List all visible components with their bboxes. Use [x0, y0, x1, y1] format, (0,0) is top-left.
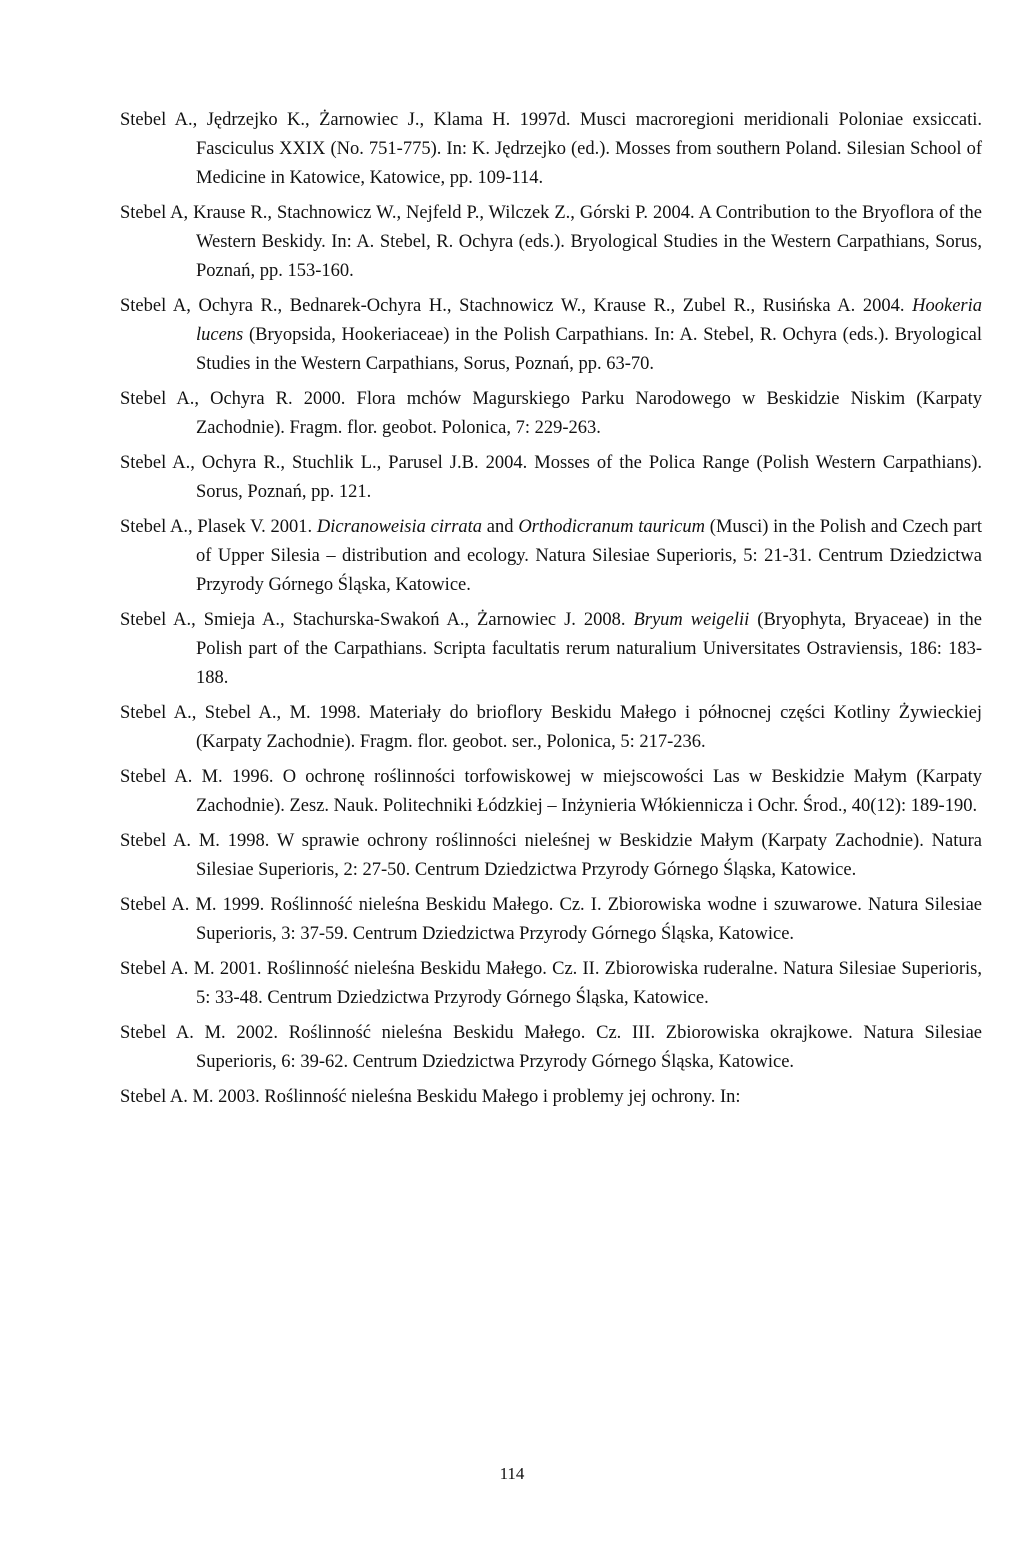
reference-entry [120, 513, 982, 600]
page-number: 114 [499, 1464, 525, 1483]
reference-list [120, 106, 982, 1118]
reference-text: Stebel A., Smieja A., Stachurska-Swakoń A., Żarnowiec J. 2008. [120, 610, 634, 630]
reference-entry [120, 385, 982, 443]
species-name: Hookeria lucens [196, 296, 982, 345]
reference-text: Stebel A. M. 2002. Roślinność nieleśna Beskidu Małego. Cz. III. Zbiorowiska okrajkowe. Natura Silesiae Superioris, 6: 39-62. Centrum Dziedzictwa Przyrody Górnego Śląska, Katowice. [120, 1023, 982, 1072]
reference-text: (Bryopsida, Hookeriaceae) in the Polish Carpathians. In: A. Stebel, R. Ochyra (eds.). Bryological Studies in the Western Carpathians, Sorus, Poznań, pp. 63-70. [196, 325, 982, 374]
reference-entry [120, 1083, 982, 1112]
reference-text: Stebel A., Ochyra R., Stuchlik L., Parusel J.B. 2004. Mosses of the Polica Range (Polish Western Carpathians). Sorus, Poznań, pp. 121. [120, 453, 982, 502]
reference-entry [120, 827, 982, 885]
reference-entry [120, 1019, 982, 1077]
reference-text: Stebel A., Ochyra R. 2000. Flora mchów Magurskiego Parku Narodowego w Beskidzie Niskim (Karpaty Zachodnie). Fragm. flor. geobot. Polonica, 7: 229-263. [120, 389, 982, 438]
reference-text: Stebel A. M. 1999. Roślinność nieleśna Beskidu Małego. Cz. I. Zbiorowiska wodne i szuwarowe. Natura Silesiae Superioris, 3: 37-59. Centrum Dziedzictwa Przyrody Górnego Śląska, Katowice. [120, 895, 982, 944]
reference-text: Stebel A. M. 1996. O ochronę roślinności torfowiskowej w miejscowości Las w Beskidzie Małym (Karpaty Zachodnie). Zesz. Nauk. Politechniki Łódzkiej – Inżynieria Włókiennicza i Ochr. Środ., 40(12): 189-190. [120, 767, 982, 816]
reference-text: (Bryophyta, Bryaceae) in the Polish part of the Carpathians. Scripta facultatis rerum naturalium Universitates Ostraviensis, 186: 183-188. [196, 610, 982, 688]
reference-entry [120, 449, 982, 507]
reference-text: Stebel A., Plasek V. 2001. [120, 517, 317, 537]
reference-entry [120, 106, 982, 193]
reference-text: Stebel A., Stebel A., M. 1998. Materiały do brioflory Beskidu Małego i północnej części Kotliny Żywieckiej (Karpaty Zachodnie). Fragm. flor. geobot. ser., Polonica, 5: 217-236. [120, 703, 982, 752]
reference-entry [120, 955, 982, 1013]
species-name: Bryum weigelii [633, 610, 750, 630]
reference-text: Stebel A, Ochyra R., Bednarek-Ochyra H., Stachnowicz W., Krause R., Zubel R., Rusińska A. 2004. [120, 296, 913, 316]
reference-text: Stebel A, Krause R., Stachnowicz W., Nejfeld P., Wilczek Z., Górski P. 2004. A Contribution to the Bryoflora of the Western Beskidy. In: A. Stebel, R. Ochyra (eds.). Bryological Studies in the Western Carpathians, Sorus, Poznań, pp. 153-160. [120, 203, 982, 281]
reference-entry [120, 699, 982, 757]
reference-text: Stebel A. M. 2003. Roślinność nieleśna Beskidu Małego i problemy jej ochrony. In: [120, 1087, 741, 1107]
reference-entry [120, 891, 982, 949]
reference-entry [120, 292, 982, 379]
species-name: Dicranoweisia cirrata [316, 517, 483, 537]
reference-entry [120, 199, 982, 286]
reference-entry [120, 763, 982, 821]
reference-text: Stebel A., Jędrzejko K., Żarnowiec J., Klama H. 1997d. Musci macroregioni meridionali Poloniae exsiccati. Fasciculus XXIX (No. 751-775). In: K. Jędrzejko (ed.). Mosses from southern Poland. Silesian School of Medicine in Katowice, Katowice, pp. 109-114. [120, 110, 982, 188]
reference-entry [120, 606, 982, 693]
reference-text: (Musci) in the Polish and Czech part of Upper Silesia – distribution and ecology. Natura Silesiae Superioris, 5: 21-31. Centrum Dziedzictwa Przyrody Górnego Śląska, Katowice. [196, 517, 982, 595]
reference-text: and [482, 517, 519, 537]
species-name: Orthodicranum tauricum [518, 517, 706, 537]
reference-text: Stebel A. M. 2001. Roślinność nieleśna Beskidu Małego. Cz. II. Zbiorowiska ruderalne. Natura Silesiae Superioris, 5: 33-48. Centrum Dziedzictwa Przyrody Górnego Śląska, Katowice. [120, 959, 982, 1008]
reference-text: Stebel A. M. 1998. W sprawie ochrony roślinności nieleśnej w Beskidzie Małym (Karpaty Zachodnie). Natura Silesiae Superioris, 2: 27-50. Centrum Dziedzictwa Przyrody Górnego Śląska, Katowice. [120, 831, 982, 880]
